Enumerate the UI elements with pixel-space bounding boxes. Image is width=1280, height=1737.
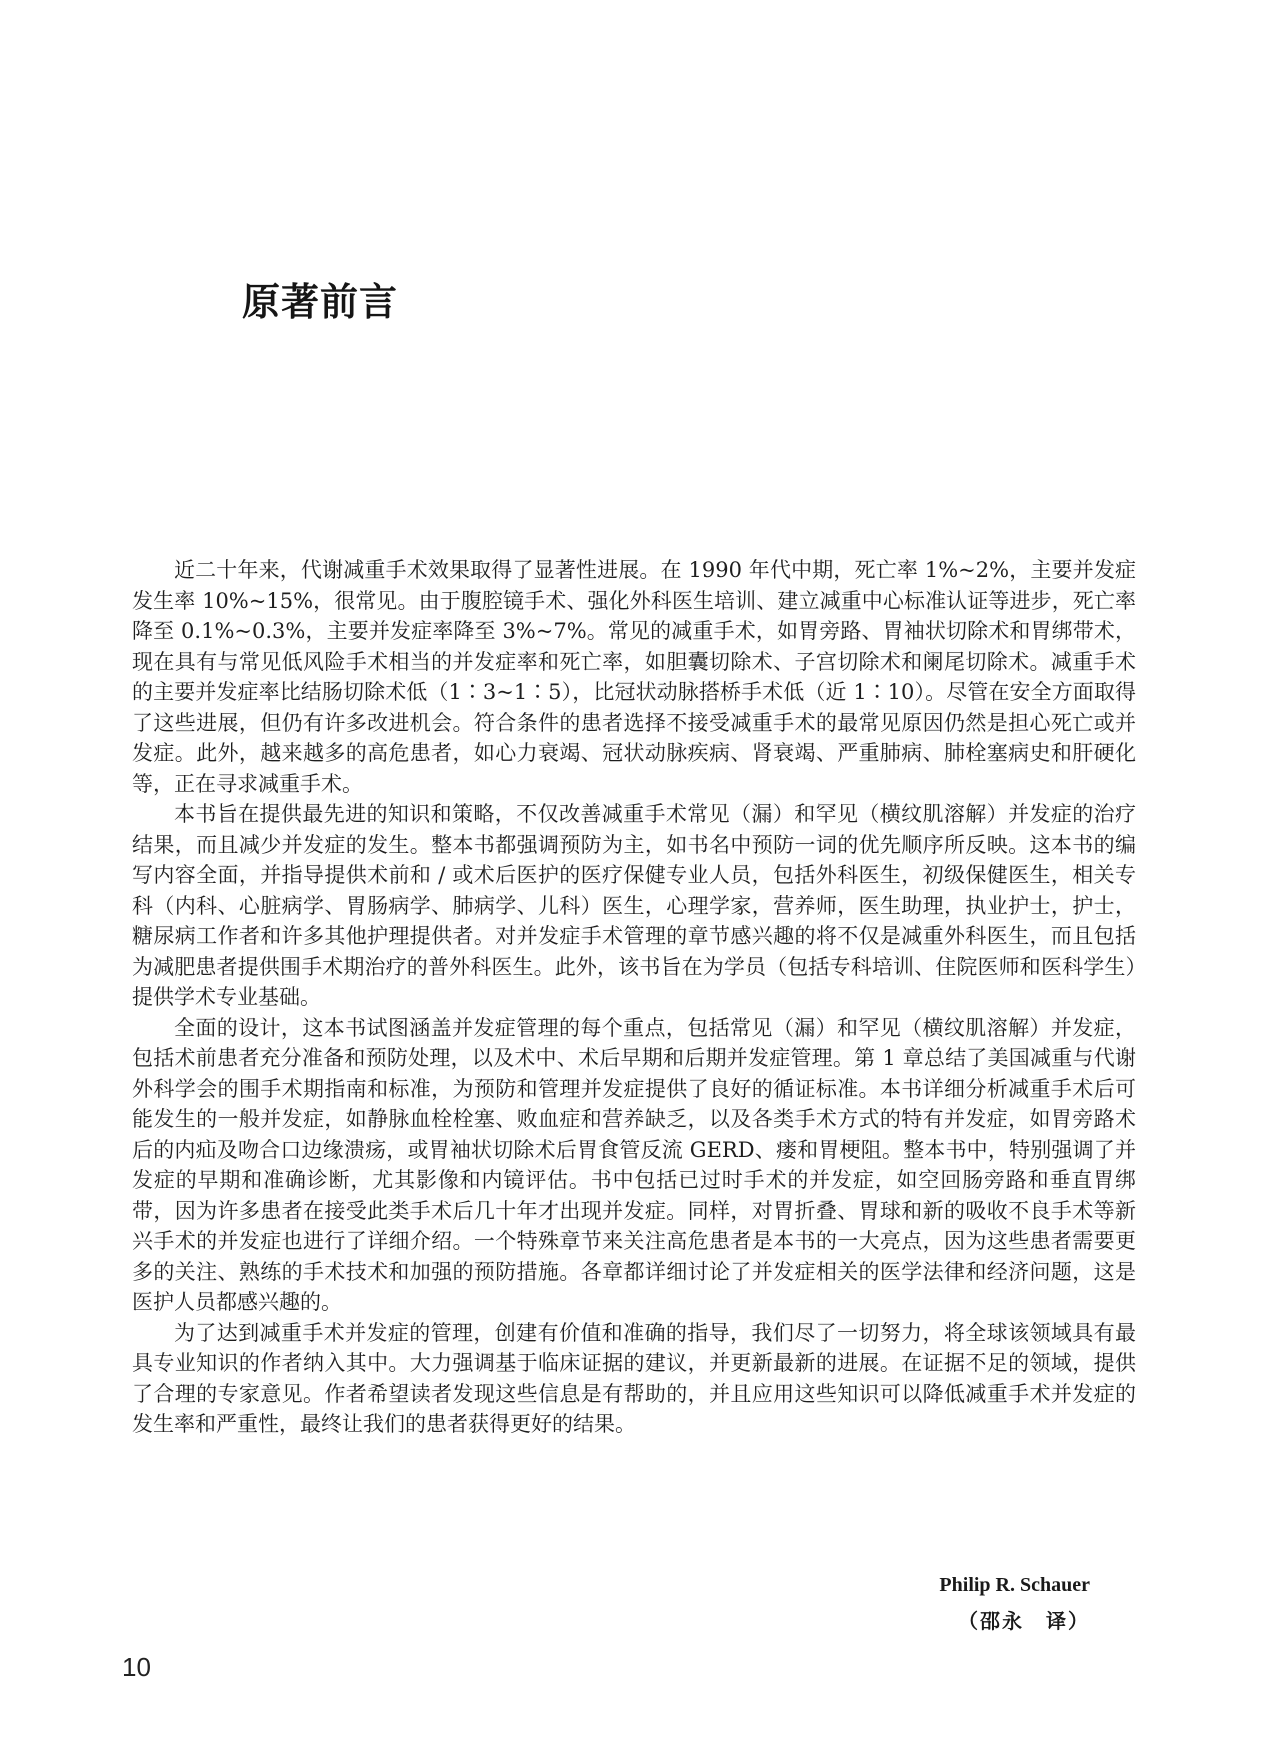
signature-block — [939, 1574, 1090, 1634]
paragraph-3: 全面的设计，这本书试图涵盖并发症管理的每个重点，包括常见（漏）和罕见（横纹肌溶解）并发症，包括术前患者充分准备和预防处理，以及术中、术后早期和后期并发症管理。第 1 章总结了美国减重与代谢外科学会的围手术期指南和标准，为预防和管理并发症提供了良好的循证标准。本书详细分析减重手术后可能发生的一般并发症，如静脉血栓栓塞、败血症和营养缺乏，以及各类手术方式的特有并发症，如胃旁路术后的内疝及吻合口边缘溃疡，或胃袖状切除术后胃食管反流 GERD、瘘和胃梗阻。整本书中，特别强调了并发症的早期和准确诊断，尤其影像和内镜评估。书中包括已过时手术的并发症，如空回肠旁路和垂直胃绑带，因为许多患者在接受此类手术后几十年才出现并发症。同样，对胃折叠、胃球和新的吸收不良手术等新兴手术的并发症也进行了详细介绍。一个特殊章节来关注高危患者是本书的一大亮点，因为这些患者需要更多的关注、熟练的手术技术和加强的预防措施。各章都详细讨论了并发症相关的医学法律和经济问题，这是医护人员都感兴趣的。 — [132, 1015, 1136, 1314]
paragraph-4: 为了达到减重手术并发症的管理，创建有价值和准确的指导，我们尽了一切努力，将全球该领域具有最具专业知识的作者纳入其中。大力强调基于临床证据的建议，并更新最新的进展。在证据不足的领域，提供了合理的专家意见。作者希望读者发现这些信息是有帮助的，并且应用这些知识可以降低减重手术并发症的发生率和严重性，最终让我们的患者获得更好的结果。 — [132, 1320, 1136, 1436]
preface-body — [132, 555, 1136, 1440]
page-title: 原著前言 — [242, 280, 399, 324]
paragraph-1: 近二十年来，代谢减重手术效果取得了显著性进展。在 1990 年代中期，死亡率 1%~2%，主要并发症发生率 10%~15%，很常见。由于腹腔镜手术、强化外科医生培训、建立减重中心标准认证等进步，死亡率降至 0.1%~0.3%，主要并发症率降至 3%~7%。常见的减重手术，如胃旁路、胃袖状切除术和胃绑带术，现在具有与常见低风险手术相当的并发症率和死亡率，如胆囊切除术、子宫切除术和阑尾切除术。减重手术的主要并发症率比结肠切除术低（1∶3~1∶5），比冠状动脉搭桥手术低（近 1∶10）。尽管在安全方面取得了这些进展，但仍有许多改进机会。符合条件的患者选择不接受减重手术的最常见原因仍然是担心死亡或并发症。此外，越来越多的高危患者，如心力衰竭、冠状动脉疾病、肾衰竭、严重肺病、肺栓塞病史和肝硬化等，正在寻求减重手术。 — [132, 558, 1136, 796]
author-name: Philip R. Schauer — [939, 1574, 1090, 1596]
page-number: 10 — [122, 1652, 151, 1682]
translator-credit: （邵永 译） — [958, 1609, 1090, 1633]
paragraph-2: 本书旨在提供最先进的知识和策略，不仅改善减重手术常见（漏）和罕见（横纹肌溶解）并发症的治疗结果，而且减少并发症的发生。整本书都强调预防为主，如书名中预防一词的优先顺序所反映。这本书的编写内容全面，并指导提供术前和 / 或术后医护的医疗保健专业人员，包括外科医生，初级保健医生，相关专科（内科、心脏病学、胃肠病学、肺病学、儿科）医生，心理学家，营养师，医生助理，执业护士，护士，糖尿病工作者和许多其他护理提供者。对并发症手术管理的章节感兴趣的将不仅是减重外科医生，而且包括为减肥患者提供围手术期治疗的普外科医生。此外，该书旨在为学员（包括专科培训、住院医师和医科学生）提供学术专业基础。 — [132, 802, 1136, 1009]
